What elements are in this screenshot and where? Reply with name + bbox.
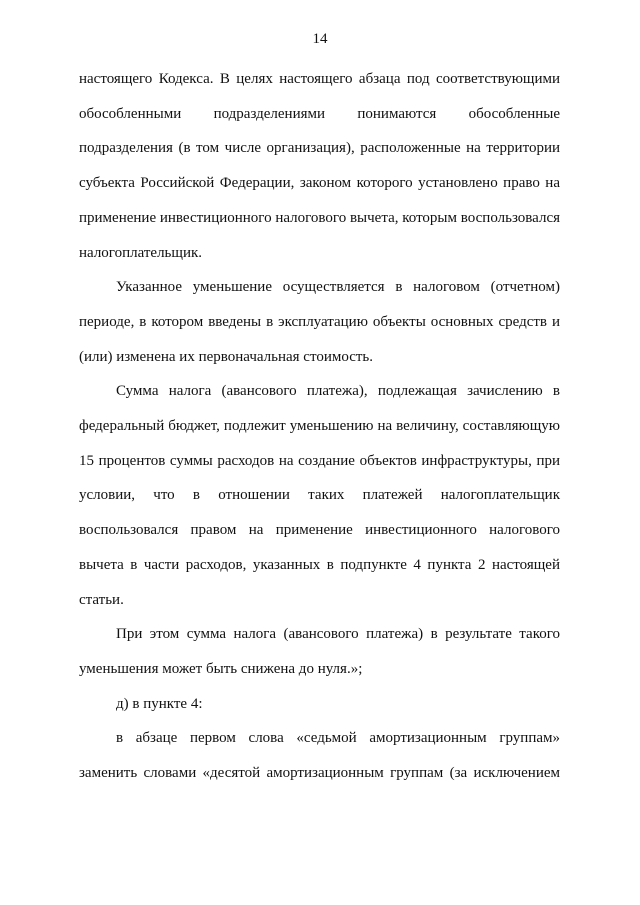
paragraph-reduction-period: Указанное уменьшение осуществляется в налоговом (отчетном) периоде, в котором введены в эксплуатацию объекты основных средств и (или) изменена их первоначальная стоимость. bbox=[79, 279, 560, 365]
paragraph-continuation: настоящего Кодекса. В целях настоящего абзаца под соответствующими обособленными подразделениями понимаются обособленные подразделения (в том числе организация), расположенные на территории субъекта Российской Федерации, законом которого установлено право на применение инвестиционного налогового вычета, которым воспользовался налогоплательщик. bbox=[79, 71, 560, 261]
paragraph-reduce-to-zero: При этом сумма налога (авансового платежа) в результате такого уменьшения может быть снижена до нуля.»; bbox=[79, 626, 560, 677]
paragraph-amendment: в абзаце первом слова «седьмой амортизационным группам» заменить словами «десятой амортизационным группам (за исключением bbox=[79, 730, 560, 782]
document-body bbox=[79, 62, 560, 791]
paragraph-federal-budget: Сумма налога (авансового платежа), подлежащая зачислению в федеральный бюджет, подлежит уменьшению на величину, составляющую 15 процентов суммы расходов на создание объектов инфраструктуры, при условии, что в отношении таких платежей налогоплательщик воспользовался правом на применение инвестиционного налогового вычета в части расходов, указанных в подпункте 4 пункта 2 настоящей статьи. bbox=[79, 383, 560, 608]
paragraph-item-d: д) в пункте 4: bbox=[116, 695, 203, 712]
page-number: 14 bbox=[312, 31, 328, 47]
